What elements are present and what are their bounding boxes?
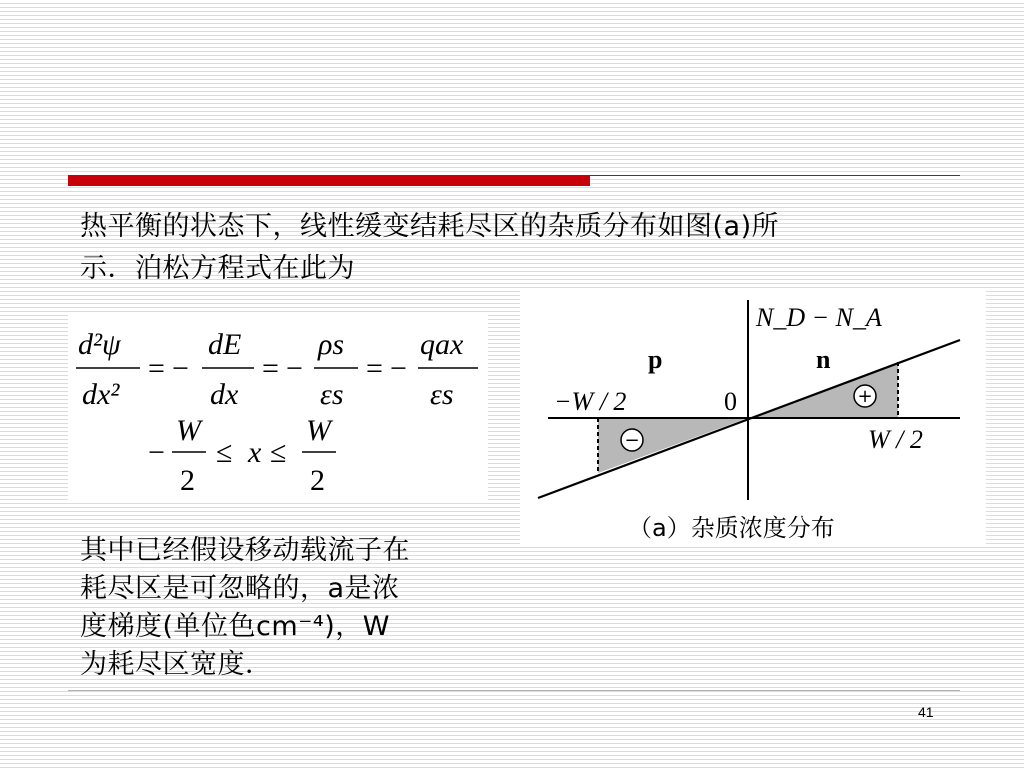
negative-charge-region — [598, 418, 748, 473]
range-le-2: ≤ — [270, 436, 287, 469]
equals-2: = — [262, 352, 279, 385]
page-number: 41 — [918, 704, 934, 720]
range-le-1: ≤ — [216, 436, 233, 469]
t4-denominator: εs — [430, 378, 454, 411]
t2-numerator: dE — [208, 328, 242, 361]
range-minus: − — [148, 436, 165, 469]
right-bound-label: W / 2 — [868, 425, 923, 454]
intro-line-2: 示．泊松方程式在此为 — [80, 253, 355, 284]
region-n-label: n — [816, 345, 831, 374]
plus-charge-glyph: + — [857, 386, 873, 407]
minus-charge-glyph: − — [624, 430, 640, 451]
t2-denominator: dx — [210, 378, 239, 411]
note-line-1: 其中已经假设移动载流子在 — [80, 535, 410, 566]
note-line-2: 耗尽区是可忽略的，a是浓 — [80, 573, 400, 604]
note-line-4: 为耗尽区宽度． — [80, 649, 273, 680]
origin-label: 0 — [724, 387, 737, 416]
range-left-denominator: 2 — [180, 464, 195, 497]
note-paragraph — [80, 532, 510, 684]
left-bound-label: −W / 2 — [554, 387, 627, 416]
t3-denominator: εs — [320, 378, 344, 411]
range-right-numerator: W — [306, 414, 331, 447]
minus-1: − — [172, 352, 189, 385]
lhs-denominator: dx² — [82, 378, 120, 411]
title-accent-line — [590, 175, 960, 176]
figure-caption: （a）杂质浓度分布 — [628, 514, 835, 542]
t3-numerator: ρs — [318, 328, 345, 361]
footer-divider — [68, 690, 960, 691]
equals-1: = — [148, 352, 165, 385]
minus-2: − — [286, 352, 303, 385]
intro-paragraph — [80, 206, 960, 290]
intro-line-1: 热平衡的状态下，线性缓变结耗尽区的杂质分布如图(a)所 — [80, 211, 780, 242]
y-axis-label: N_D − N_A — [756, 303, 882, 332]
lhs-numerator: d²ψ — [78, 328, 121, 361]
minus-3: − — [390, 352, 407, 385]
impurity-distribution-figure — [520, 290, 986, 546]
range-left-numerator: W — [176, 414, 201, 447]
equals-3: = — [366, 352, 383, 385]
t4-numerator: qax — [420, 328, 464, 361]
title-accent-bar — [68, 175, 590, 186]
region-p-label: p — [648, 345, 663, 374]
note-line-3: 度梯度(单位色cm⁻⁴)，W — [80, 611, 390, 642]
range-right-denominator: 2 — [310, 464, 325, 497]
poisson-equation — [68, 312, 488, 500]
range-x: x — [248, 436, 262, 469]
